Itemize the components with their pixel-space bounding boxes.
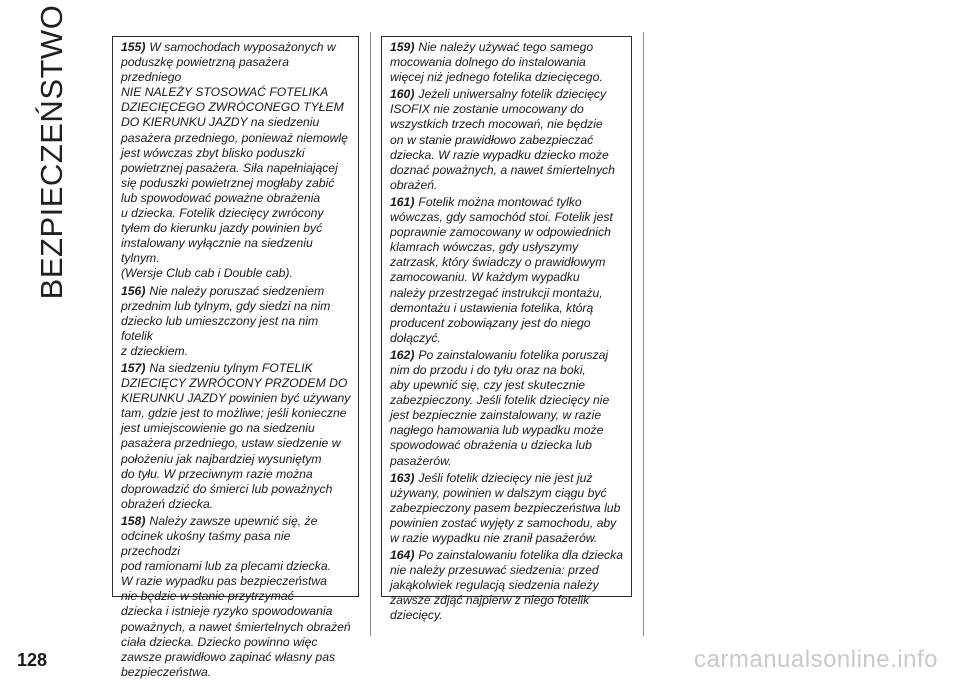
note-line: Należy zawsze upewnić się, że	[149, 513, 318, 528]
note-line: jakąkolwiek regulacją siedzenia należy	[390, 578, 599, 593]
note-line: aby upewnić się, czy jest skutecznie	[390, 378, 586, 393]
note-line: klamrach wówczas, gdy usłyszymy	[390, 240, 579, 255]
note-line: Nie należy poruszać siedzeniem	[149, 283, 325, 298]
note-line: Jeżeli uniwersalny fotelik dziecięcy	[418, 87, 607, 102]
note-line: pod ramionami lub za plecami dziecka.	[121, 559, 331, 574]
note-line: dziecka. W razie wypadku dziecko może	[390, 147, 609, 162]
note-line: w razie wypadku nie zranił pasażerów.	[390, 531, 598, 545]
note-line: dziecko lub umieszczony jest na nim fotelik	[121, 313, 319, 343]
note-line: zatrzask, który świadczy o prawidłowym	[390, 255, 606, 270]
note-line: z dzieckiem.	[121, 343, 189, 358]
note-line: lub spowodować poważne obrażenia	[121, 190, 321, 205]
note-number: 163)	[390, 470, 415, 485]
note-number: 164)	[390, 548, 415, 563]
note-line: Po zainstalowaniu fotelika poruszaj	[418, 347, 609, 362]
note-line: u dziecka. Fotelik dziecięcy zwrócony	[121, 206, 324, 221]
warning-note	[390, 471, 625, 546]
warning-note	[390, 548, 625, 623]
watermark: carmanualsonline.info	[694, 646, 938, 673]
warning-note	[121, 284, 352, 359]
note-line: DO KIERUNKU JAZDY na siedzeniu	[121, 115, 320, 130]
note-line: pasażerów.	[390, 453, 452, 468]
note-line: jest bezpiecznie zainstalowany, w razie	[390, 408, 602, 423]
note-line: W razie wypadku pas bezpieczeństwa	[121, 574, 327, 589]
note-line: pasażera przedniego, ponieważ niemowlę	[121, 130, 348, 145]
note-line: zawsze zdjąć najpierw z niego fotelik	[390, 593, 590, 608]
note-line: KIERUNKU JAZDY powinien być używany	[121, 391, 351, 406]
note-line: obrażeń dziecka.	[121, 496, 214, 511]
note-number: 161)	[390, 194, 415, 209]
note-line: jest wówczas zbyt blisko poduszki	[121, 145, 305, 160]
note-line: Na siedzeniu tylnym FOTELIK	[149, 360, 313, 375]
note-line: poważnych, a nawet śmiertelnych obrażeń	[121, 619, 351, 634]
section-title	[22, 4, 82, 300]
note-number: 157)	[121, 360, 146, 375]
note-line: dołączyć.	[390, 330, 441, 345]
note-line: bezpieczeństwa.	[121, 664, 212, 679]
note-line: spowodować obrażenia u dziecka lub	[390, 438, 592, 453]
warning-note	[390, 348, 625, 469]
warning-note	[390, 195, 625, 346]
section-title-text: BEZPIECZEŃSTWO	[34, 4, 69, 300]
note-line: ISOFIX nie zostanie umocowany do	[390, 102, 584, 117]
note-line: Nie należy używać tego samego	[418, 40, 594, 54]
note-line: zawsze prawidłowo zapinać własny pas	[121, 649, 336, 664]
right-divider	[643, 32, 644, 636]
note-line: Po zainstalowaniu fotelika dla dziecka	[418, 548, 624, 563]
note-number: 156)	[121, 283, 146, 298]
note-line: doznać poważnych, a nawet śmiertelnych	[390, 162, 615, 177]
note-number: 158)	[121, 513, 146, 528]
note-line: więcej niż jednego fotelika dziecięcego.	[390, 70, 603, 85]
note-line: producent zobowiązany jest do niego	[390, 315, 591, 330]
note-line: powietrznej pasażera. Siła napełniającej	[121, 160, 338, 175]
note-line: dziecka i istnieje ryzyko spowodowania	[121, 604, 333, 619]
note-line: położeniu jak najbardziej wysuniętym	[121, 451, 322, 466]
note-number: 162)	[390, 347, 415, 362]
note-line: wówczas, gdy samochód stoi. Fotelik jest	[390, 210, 613, 225]
note-line: nagłego hamowania lub wypadku może	[390, 423, 604, 438]
note-line: jest umiejscowienie go na siedzeniu	[121, 421, 315, 436]
warning-note	[121, 514, 352, 680]
note-line: pasażera przedniego, ustaw siedzenie w	[121, 436, 341, 451]
note-line: DZIECIĘCY ZWRÓCONY PRZODEM DO	[121, 376, 348, 391]
note-line: się poduszki powietrznej mogłaby zabić	[121, 175, 335, 190]
note-line: demontażu i ustawienia fotelika, którą	[390, 300, 594, 315]
warning-note	[121, 361, 352, 512]
note-line: nie należy przesuwać siedzenia: przed	[390, 563, 599, 578]
warning-note	[390, 87, 625, 193]
note-line: instalowany wyłącznie na siedzeniu tylnym.	[121, 236, 313, 266]
note-line: nim do przodu i do tyłu oraz na boki,	[390, 362, 586, 377]
note-number: 155)	[121, 40, 146, 54]
note-line: zabezpieczony. Jeśli fotelik dziecięcy nie	[390, 393, 610, 408]
note-number: 159)	[390, 40, 415, 54]
note-line: obrażeń.	[390, 177, 438, 192]
note-line: tyłem do kierunku jazdy powinien być	[121, 221, 323, 236]
note-line: Fotelik można montować tylko	[418, 194, 582, 209]
note-line: NIE NALEŻY STOSOWAĆ FOTELIKA	[121, 85, 329, 100]
note-line: używany, powinien w dalszym ciągu być	[390, 485, 607, 500]
warning-box-right	[381, 36, 632, 623]
note-line: zamocowaniu. W każdym wypadku	[390, 270, 580, 285]
note-line: wszystkich trzech mocowań, nie będzie	[390, 117, 603, 132]
warning-box-left	[112, 36, 359, 679]
note-number: 160)	[390, 87, 415, 102]
note-line: doprowadzić do śmierci lub poważnych	[121, 481, 333, 496]
note-line: do tyłu. W przeciwnym razie można	[121, 466, 313, 481]
note-line: przednim lub tylnym, gdy siedzi na nim	[121, 298, 331, 313]
note-line: powinien zostać wyjęty z samochodu, aby	[390, 515, 617, 530]
column-divider	[370, 32, 371, 636]
note-line: nie będzie w stanie przytrzymać	[121, 589, 294, 604]
note-line: mocowania dolnego do instalowania	[390, 55, 586, 70]
note-line: poprawnie zamocowany w odpowiednich	[390, 225, 611, 240]
note-line: odcinek ukośny taśmy pasa nie przechodzi	[121, 529, 291, 559]
note-line: Jeśli fotelik dziecięcy nie jest już	[418, 470, 593, 485]
note-line: W samochodach wyposażonych w	[149, 40, 336, 54]
note-line: ciała dziecka. Dziecko powinno więc	[121, 634, 318, 649]
note-line: należy przestrzegać instrukcji montażu,	[390, 285, 603, 300]
note-line: poduszkę powietrzną pasażera przedniego	[121, 55, 290, 85]
warning-note	[121, 40, 352, 282]
warning-note	[390, 40, 625, 85]
note-line: on w stanie prawidłowo zabezpieczać	[390, 132, 594, 147]
note-line: DZIECIĘCEGO ZWRÓCONEGO TYŁEM	[121, 100, 344, 115]
page-number: 128	[17, 650, 48, 670]
note-line: tam, gdzie jest to możliwe; jeśli konieczne	[121, 406, 347, 421]
note-line: zabezpieczony pasem bezpieczeństwa lub	[390, 500, 621, 515]
note-line: (Wersje Club cab i Double cab).	[121, 266, 293, 281]
note-line: dziecięcy.	[390, 608, 443, 623]
